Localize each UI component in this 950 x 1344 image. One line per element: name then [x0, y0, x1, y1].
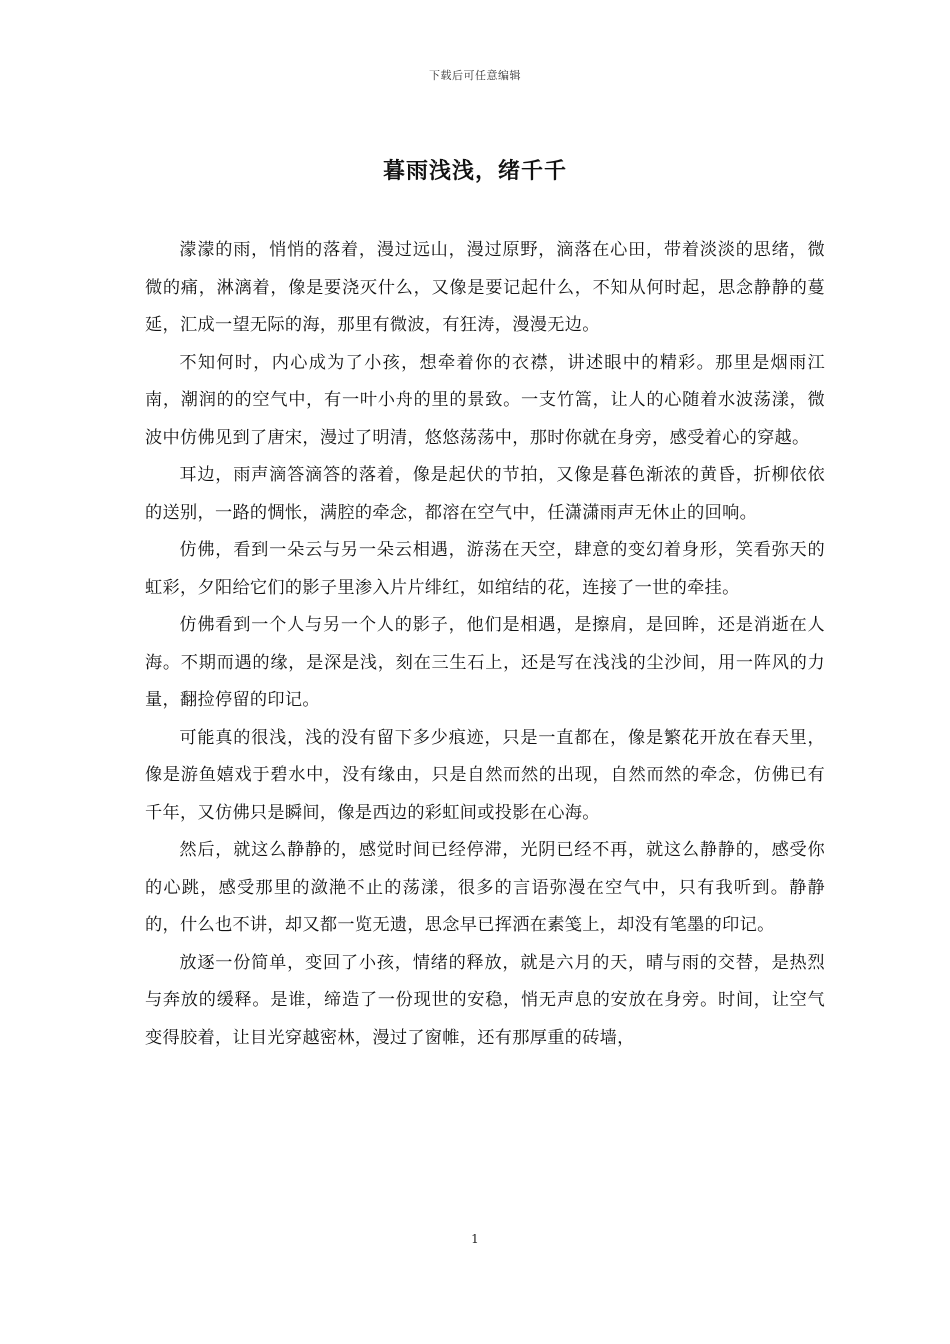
paragraph-1: 濛濛的雨，悄悄的落着，漫过远山，漫过原野，滴落在心田，带着淡淡的思绪，微微的痛，淋漓着，像是要浇灭什么，又像是要记起什么，不知从何时起，思念静静的蔓延，汇成一望无际的海，那里有微波，有狂涛，漫漫无边。 — [145, 240, 825, 335]
paragraph-7: 然后，就这么静静的，感觉时间已经停滞，光阴已经不再，就这么静静的，感受你的心跳，感受那里的潋滟不止的荡漾，很多的言语弥漫在空气中，只有我听到。静静的，什么也不讲，却又都一览无遗，思念早已挥洒在素笺上，却没有笔墨的印记。 — [145, 840, 825, 935]
paragraph-6: 可能真的很浅，浅的没有留下多少痕迹，只是一直都在，像是繁花开放在春天里，像是游鱼嬉戏于碧水中，没有缘由，只是自然而然的出现，自然而然的牵念，仿佛已有千年，又仿佛只是瞬间，像是西边的彩虹间或投影在心海。 — [145, 727, 825, 823]
paragraph-4: 仿佛，看到一朵云与另一朵云相遇，游荡在天空，肆意的变幻着身形，笑看弥天的虹彩，夕阳给它们的影子里渗入片片绯红，如绾结的花，连接了一世的牵挂。 — [145, 540, 825, 598]
paragraph-3: 耳边，雨声滴答滴答的落着，像是起伏的节拍，又像是暮色渐浓的黄昏，折柳依依的送别，一路的惆怅，满腔的牵念，都溶在空气中，任潇潇雨声无休止的回响。 — [145, 465, 825, 523]
paragraph-2: 不知何时，内心成为了小孩，想牵着你的衣襟，讲述眼中的精彩。那里是烟雨江南，潮润的的空气中，有一叶小舟的里的景致。一支竹篙，让人的心随着水波荡漾，微波中仿佛见到了唐宋，漫过了明清，悠悠荡荡中，那时你就在身旁，感受着心的穿越。 — [145, 352, 825, 448]
document-title: 暮雨浅浅，绪千千 — [382, 158, 567, 184]
document-body — [145, 232, 825, 1057]
paragraph-8: 放逐一份简单，变回了小孩，情绪的释放，就是六月的天，晴与雨的交替，是热烈与奔放的缓释。是谁，缔造了一份现世的安稳，悄无声息的安放在身旁。时间，让空气变得胶着，让目光穿越密林，漫过了窗帷，还有那厚重的砖墙， — [145, 952, 825, 1048]
page-number: 1 — [471, 1232, 479, 1246]
page-header: 下载后可任意编辑 — [429, 69, 521, 82]
paragraph-5: 仿佛看到一个人与另一个人的影子，他们是相遇，是擦肩，是回眸，还是消逝在人海。不期而遇的缘，是深是浅，刻在三生石上，还是写在浅浅的尘沙间，用一阵风的力量，翻捡停留的印记。 — [145, 615, 825, 710]
